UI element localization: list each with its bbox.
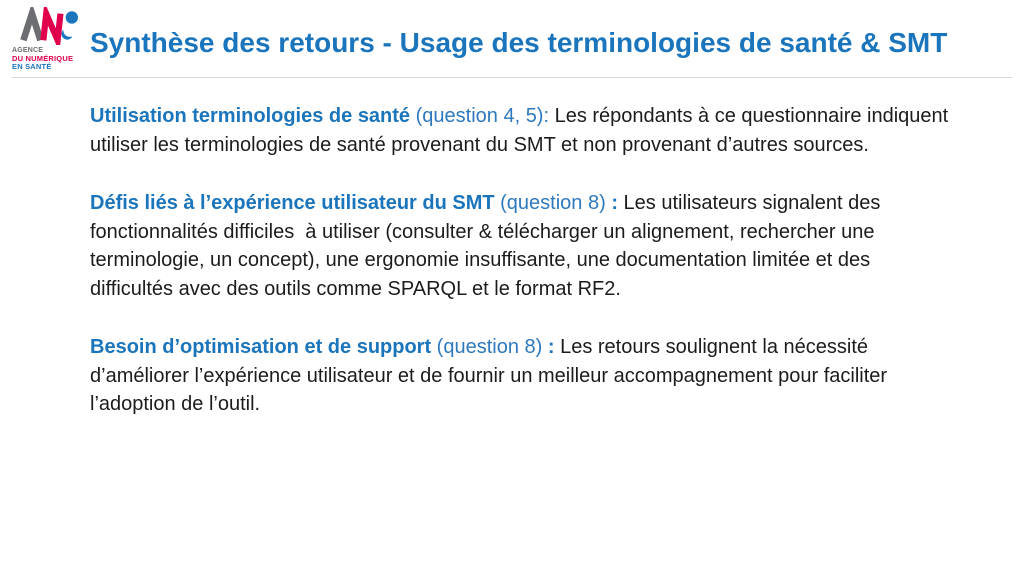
paragraph-besoin-optimisation: [90, 333, 956, 419]
paragraph-lead: Utilisation terminologies de santé: [90, 105, 411, 127]
paragraph-question-ref: (question 8): [494, 192, 606, 214]
paragraph-lead: Défis liés à l’expérience utilisateur du SMT: [90, 192, 495, 214]
logo-text-agence: AGENCE: [12, 47, 44, 54]
paragraph-lead: Besoin d’optimisation et de support: [90, 336, 432, 358]
paragraph-question-ref: (question 8): [431, 336, 543, 358]
paragraph-utilisation-terminologies: [90, 102, 956, 159]
logo-text-en-sante: EN SANTÉ: [12, 62, 52, 71]
paragraph-body: Les retours soulignent la nécessité d’améliorer l’expérience utilisateur et de fournir un meilleur accompagnement pour faciliter l’adoption de l’outil.: [90, 336, 893, 415]
logo-text-du-numerique: DU NUMÉRIQUE: [12, 54, 74, 63]
paragraph-body: Les utilisateurs signalent des fonctionnalités difficiles à utiliser (consulter & télécharger un alignement, rechercher une terminologie, un concept), une ergonomie insuffisante, une documentation limitée et des difficultés avec des outils comme SPARQL et le format RF2.: [90, 192, 886, 300]
divider: [12, 77, 1012, 78]
paragraph-defis-experience-utilisateur: [90, 189, 956, 303]
paragraph-colon: :: [542, 336, 555, 358]
slide-title: Synthèse des retours - Usage des terminologies de santé & SMT: [90, 27, 948, 58]
slide-body: [90, 102, 956, 449]
paragraph-body: Les répondants à ce questionnaire indiquent utiliser les terminologies de santé provenant du SMT et non provenant d’autres sources.: [90, 105, 954, 156]
ans-logo: [12, 7, 98, 71]
paragraph-colon: :: [605, 192, 618, 214]
ans-logo-icon: [18, 7, 82, 45]
paragraph-question-ref: (question 4, 5):: [410, 105, 550, 127]
